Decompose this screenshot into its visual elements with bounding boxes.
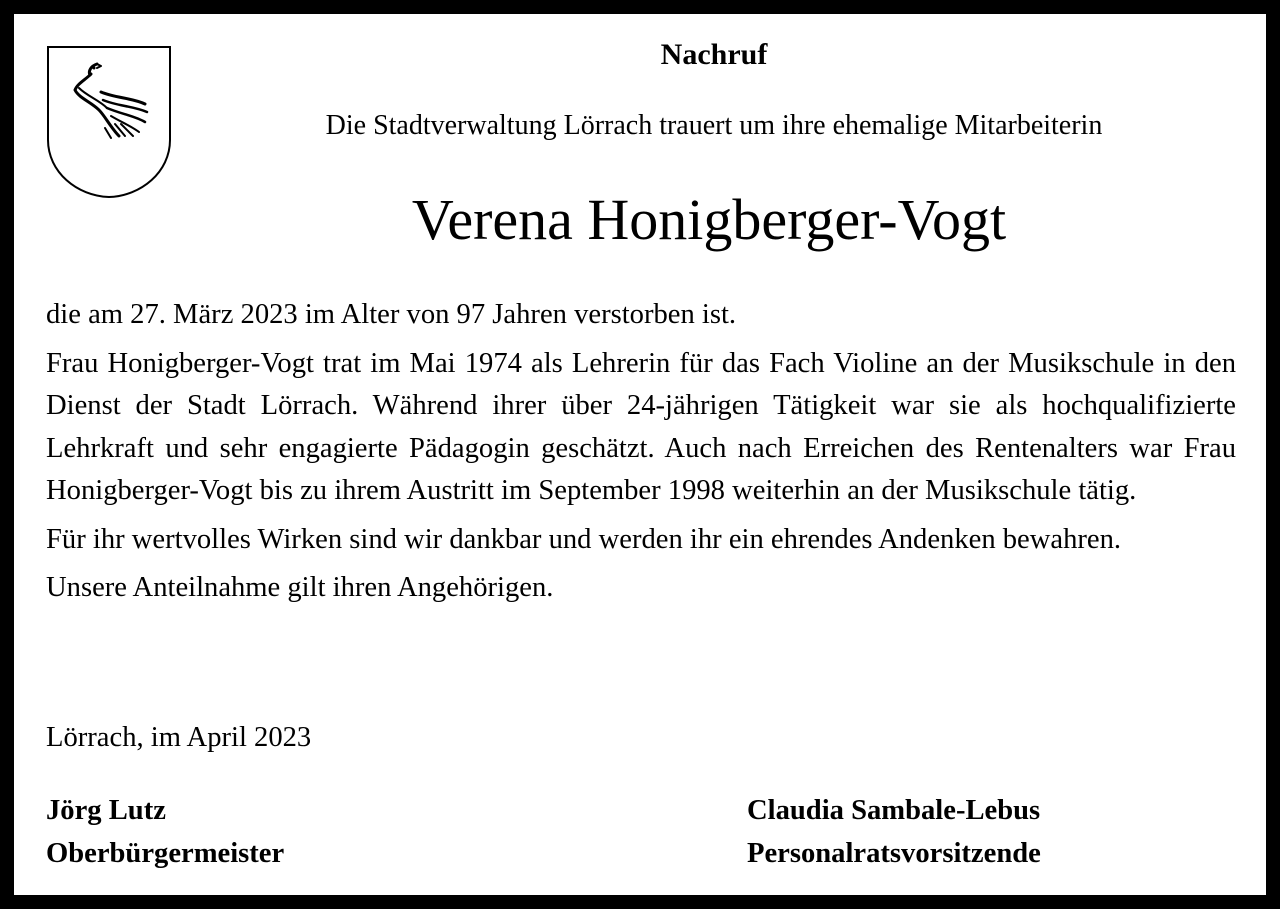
signatory-name: Claudia Sambale-Lebus [747, 795, 1041, 826]
signatory-right [747, 789, 1041, 875]
gratitude-paragraph: Für ihr wertvolles Wirken sind wir dankbar und werden ihr ein ehrendes Andenken bewahren. [46, 523, 1122, 555]
notice-title: Nachruf [660, 38, 768, 71]
place-date: Lörrach, im April 2023 [46, 722, 312, 753]
career-paragraph: Frau Honigberger-Vogt trat im Mai 1974 als Lehrerin für das Fach Violine an der Musikschule in den Dienst der Stadt Lörrach. Während ihrer über 24-jährigen Tätigkeit war sie als hochqualifizierte Lehrkraft und sehr engagierte Pädagogin geschätzt. Auch nach Erreichen des Rentenalters war Frau Honigberger-Vogt bis zu ihrem Austritt im September 1998 weiterhin an der Musikschule tätig. [46, 347, 1236, 506]
deceased-name: Verena Honigberger-Vogt [411, 187, 1007, 252]
signatory-role: Personalratsvorsitzende [747, 838, 1041, 869]
signatory-role: Oberbürgermeister [46, 838, 285, 869]
signatory-left [46, 789, 284, 875]
obituary-notice [14, 14, 1266, 895]
notice-intro: Die Stadtverwaltung Lörrach trauert um ihre ehemalige Mitarbeiterin [325, 110, 1103, 141]
signatory-name: Jörg Lutz [46, 795, 166, 826]
condolence-paragraph: Unsere Anteilnahme gilt ihren Angehörigen. [46, 572, 554, 603]
coat-of-arms-bird-icon [45, 44, 173, 200]
notice-body [46, 294, 1236, 616]
death-date-paragraph: die am 27. März 2023 im Alter von 97 Jahren verstorben ist. [46, 299, 737, 330]
